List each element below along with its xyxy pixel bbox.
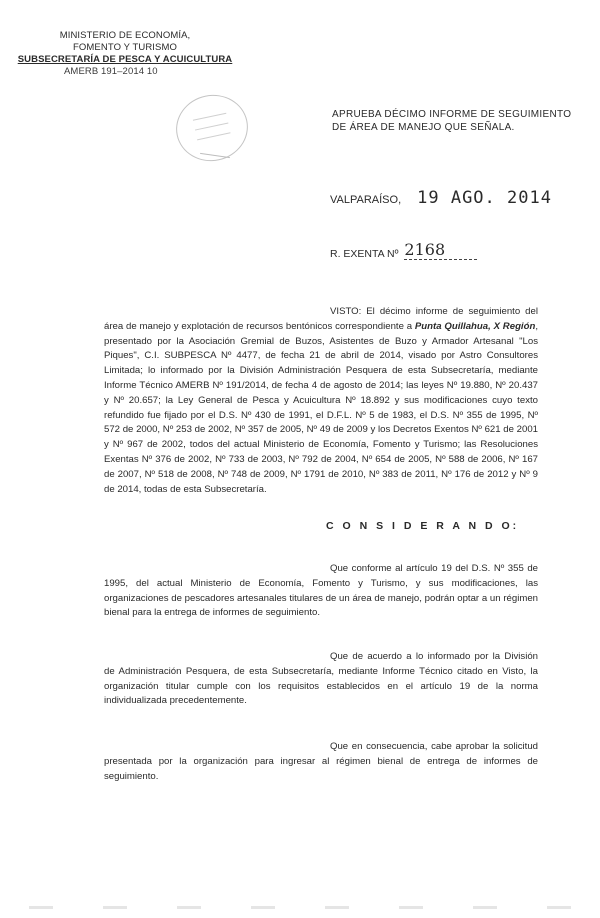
considerando-3-text: Que en consecuencia, cabe aprobar la solicitud presentada por la organización para ingresar al régimen bienal de entrega de informes de seguimiento. [104,741,538,782]
resolution-number-value: 2168 [404,240,477,260]
considerando-heading: C O N S I D E R A N D O: [326,520,520,532]
letterhead [0,30,250,78]
subject-line-1: APRUEBA DÉCIMO INFORME DE SEGUIMIENTO [332,109,572,120]
place-date [330,188,552,208]
office-stamp-icon [170,88,254,168]
subsecretary-name: SUBSECRETARÍA DE PESCA Y ACUICULTURA [17,54,233,65]
subject-line-2: DE ÁREA DE MANEJO QUE SEÑALA. [332,122,515,133]
considerando-3 [104,740,538,784]
ministry-name-line2: FOMENTO Y TURISMO [73,42,177,53]
considerando-2 [104,650,538,709]
considerando-2-text: Que de acuerdo a lo informado por la División de Administración Pesquera, de esta Subsecretaría, mediante Informe Técnico citado en Visto, la organización titular cumple con los requisitos establecidos en el artículo 19 de la norma individualizada precedentemente. [104,651,538,707]
considerando-1 [104,562,538,621]
ministry-name: MINISTERIO DE ECONOMÍA, [59,30,191,41]
date-stamp: 19 AGO. 2014 [417,188,552,208]
place-name: VALPARAÍSO, [330,194,402,206]
page-edge-marks [4,900,596,914]
considerando-1-text: Que conforme al artículo 19 del D.S. Nº 355 de 1995, del actual Ministerio de Economía, Fomento y Turismo, y sus modificaciones, las organizaciones de pescadores artesanales titulares de un área de manejo, podrán optar a un régimen bienal para la entrega de informes de seguimiento. [104,563,538,619]
visto-paragraph [104,305,538,497]
visto-sector: Punta Quillahua, X Región [414,320,536,332]
visto-rest: , presentado por la Asociación Gremial de Buzos, Asistentes de Buzo y Armador Artesanal "Los Piques", C.I. SUBPESCA Nº 4477, de fecha 21 de abril de 2014, visado por Astro Consultores Limitada; lo informado por la División Administración Pesquera de esta Subsecretaría, mediante Informe Técnico AMERB Nº 191/2014, de fecha 4 de agosto de 2014; las leyes Nº 19.880, Nº 20.437 y Nº 20.657; la Ley General de Pesca y Acuicultura Nº 18.892 y sus modificaciones cuyo texto refundido fue fijado por el D.S. Nº 430 de 1991, el D.F.L. Nº 5 de 1983, el D.S. Nº 355 de 1995, Nº 572 de 2000, Nº 253 de 2002, Nº 357 de 2005, Nº 49 de 2009 y los Decretos Exentos Nº 621 de 2001 y Nº 967 de 2002, todos del actual Ministerio de Economía, Fomento y Turismo; las Resoluciones Exentas Nº 376 de 2002, Nº 733 de 2003, Nº 792 de 2004, Nº 654 de 2005, Nº 588 de 2006, Nº 167 de 2007, Nº 518 de 2008, Nº 748 de 2009, Nº 1791 de 2010, Nº 383 de 2011, Nº 176 de 2012 y Nº 9 de 2014, todas de esta Subsecretaría. [104,320,538,495]
visto-lead: VISTO: El décimo informe de seguimiento del área de manejo y explotación de recursos bentónicos correspondiente a [104,306,538,332]
document-subject [332,108,571,134]
file-reference: AMERB 191–2014 10 [64,66,158,77]
resolution-number [330,240,477,260]
resolution-label: R. EXENTA Nº [330,248,399,260]
